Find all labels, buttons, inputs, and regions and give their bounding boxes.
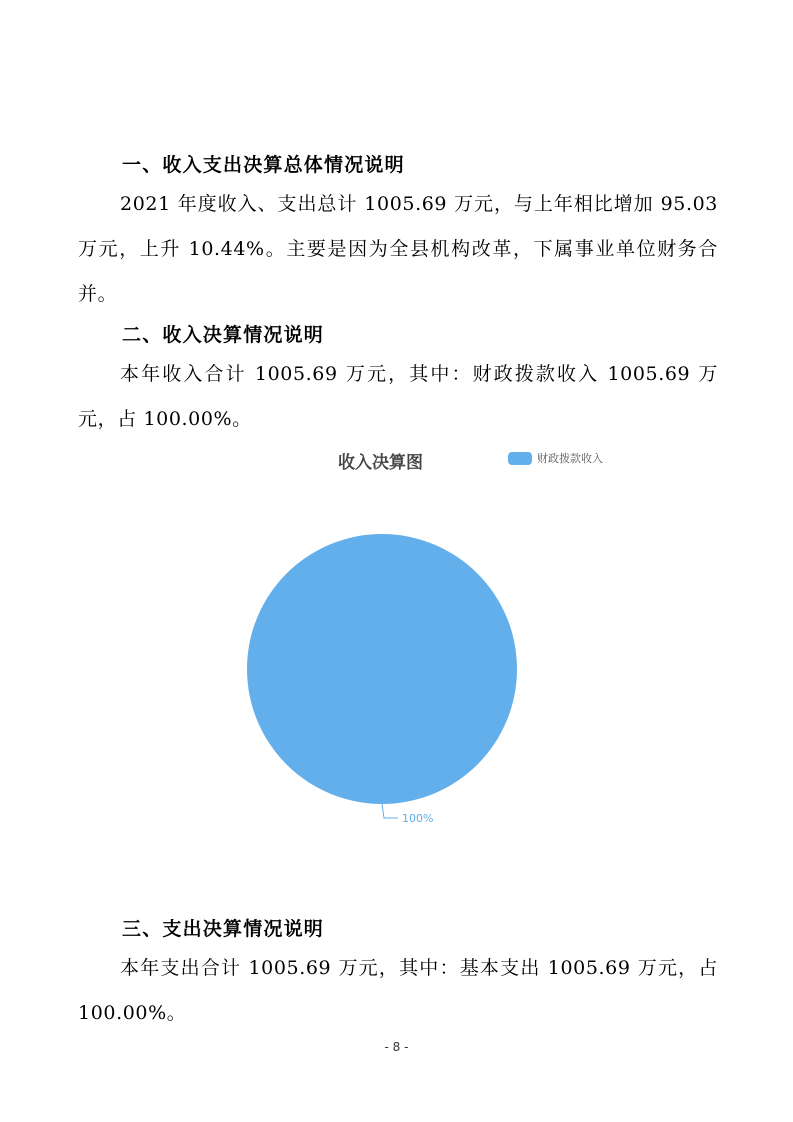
section-2-heading: 二、收入决算情况说明	[122, 324, 325, 346]
page-number: - 8 -	[384, 1040, 409, 1054]
pie-slice-0	[247, 534, 517, 804]
section-1-heading: 一、收入支出决算总体情况说明	[122, 154, 405, 176]
section-1-paragraph: 2021 年度收入、支出总计 1005.69 万元，与上年相比增加 95.03 万元，上升 10.44%。主要是因为全县机构改革，下属事业单位财务合并。	[78, 193, 718, 305]
section-3-heading: 三、支出决算情况说明	[122, 918, 325, 940]
section-2-paragraph: 本年收入合计 1005.69 万元，其中：财政拨款收入 1005.69 万元，占 100.00%。	[78, 363, 718, 430]
chart-title: 收入决算图	[338, 453, 423, 473]
section-3-paragraph: 本年支出合计 1005.69 万元，其中：基本支出 1005.69 万元，占 100.00%。	[78, 957, 718, 1024]
legend-label: 财政拨款收入	[537, 452, 603, 465]
pie-slice-label-0: 100%	[402, 812, 434, 825]
pie-label-leader-0	[382, 804, 398, 818]
